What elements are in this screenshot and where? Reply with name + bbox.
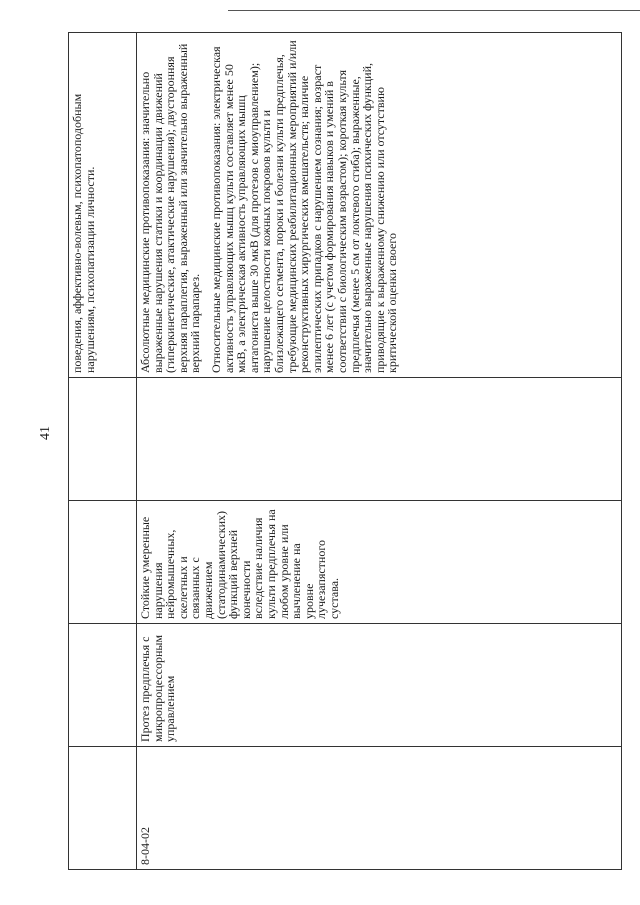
indications-text: Стойкие умеренные нарушения нейромышечных, скелетных и связанных с движением (статодинамических) функций верхней конечности вследствие наличия культи предплечья на любом уровне или вычленение на уровне лучезапястного сустава. <box>138 509 341 619</box>
device-name-cell <box>137 624 622 747</box>
header-rule <box>228 10 640 11</box>
rotated-table-frame <box>68 32 621 870</box>
relative-contraindications-text: электрическая активность управляющих мышц культи составляет менее 50 мкВ, а электрическая активность управляющих мышц антагониста выше 30 мкВ (для протезов с миоуправлением); нарушение целостности кожных покровов культи и близлежащего сегмента, пороки и болезни культи предплечья, требующие медицинских реабилитационных мероприятий и/или реконструктивных хирургических вмешательств; наличие эпилептических припадков с нарушением сознания; возраст менее 6 лет (с учетом формирования навыков и умений в соответствии с биологическим возрастом); короткая культя предплечья (менее 5 см от локтевого сгиба); выраженные, значительно выраженные нарушения психических функций, приводящие к выраженному снижению или отсутствию критической оценки своего <box>208 40 400 373</box>
continued-text: поведения, аффективно-волевым, психопатоподобным нарушениям, психопатизации личности. <box>70 93 97 373</box>
empty-cell <box>69 501 137 624</box>
indications-cell <box>137 501 622 624</box>
prosthesis-table <box>68 32 622 870</box>
relative-contraindications-title: Относительные медицинские противопоказания: <box>208 122 223 373</box>
absolute-contraindications-title: Абсолютные медицинские противопоказания: <box>138 137 152 373</box>
table-row <box>69 33 137 870</box>
empty-cell <box>69 624 137 747</box>
code-cell <box>137 747 622 870</box>
absolute-contraindications-text: значительно выраженные нарушения статики и координации движений (гиперкинетические, атактические нарушения); двусторонняя верхняя параплегия, выраженный или значительно выраженный верхний парапарез. <box>138 43 203 373</box>
contraindications-cell <box>137 33 622 378</box>
page-number: 41 <box>38 426 53 440</box>
empty-cell <box>69 378 137 501</box>
device-name: Протез предплечья с микропроцессорным управлением <box>138 634 178 742</box>
empty-cell <box>137 378 622 501</box>
device-code: 8-04-02 <box>138 827 152 865</box>
table-row <box>137 33 622 870</box>
continued-contraindication-cell <box>69 33 137 378</box>
empty-cell <box>69 747 137 870</box>
